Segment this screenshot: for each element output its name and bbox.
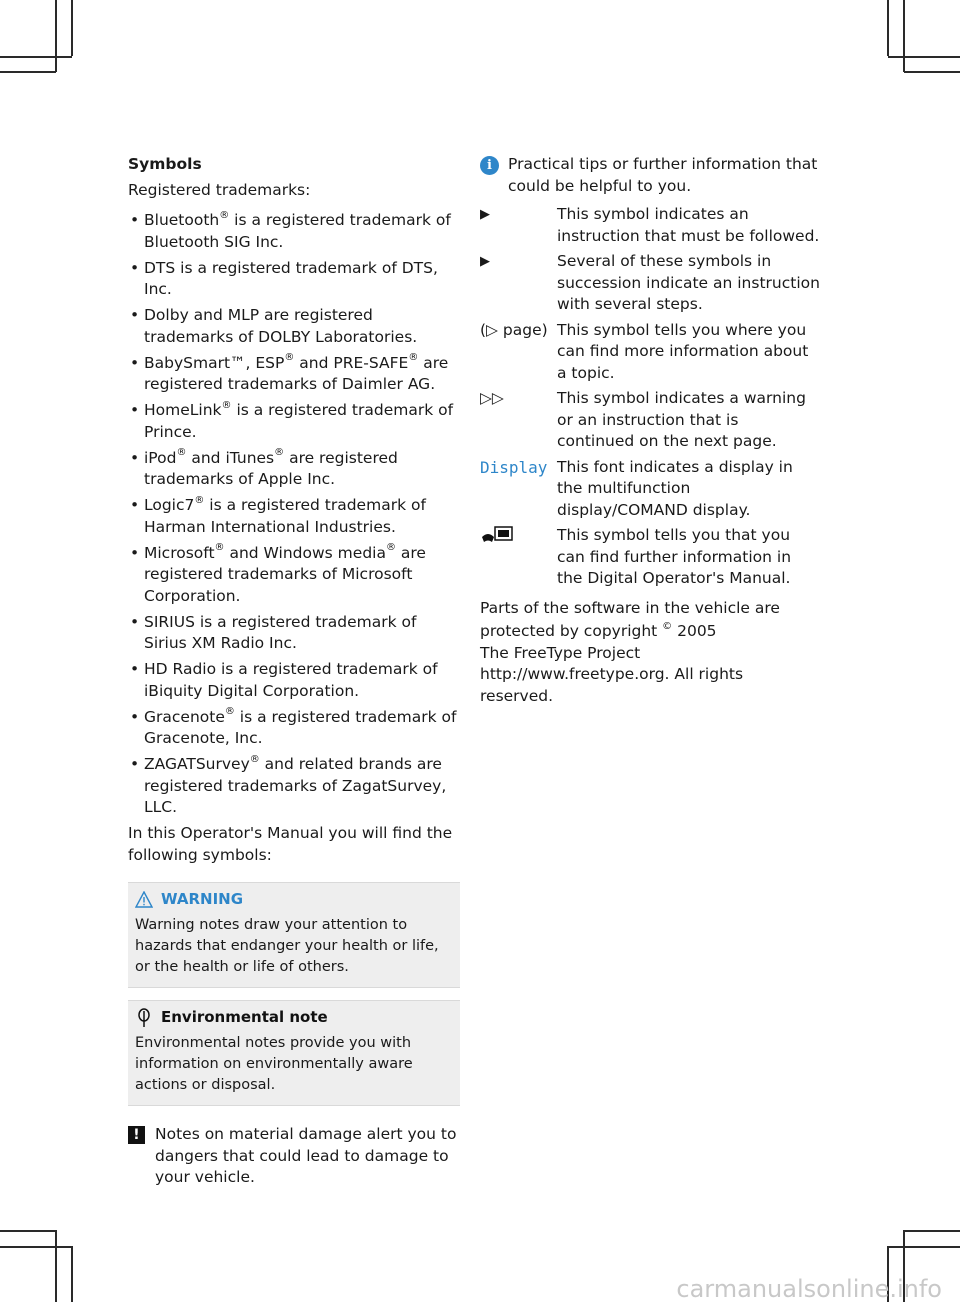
- trademark-text: is a registered trademark of Gracenote, Inc.: [144, 707, 457, 747]
- trademark-text: BabySmart™, ESP: [144, 353, 285, 372]
- copyright-symbol: ©: [662, 620, 673, 632]
- page-reference-icon: (▷ page): [480, 320, 548, 339]
- crop-mark: [887, 0, 889, 56]
- trademark-text: are registered trademarks of Apple Inc.: [144, 448, 398, 488]
- trademark-text: are registered trademarks of Microsoft Corporation.: [144, 543, 426, 605]
- crop-mark: [71, 1246, 73, 1302]
- trademark-text: is a registered trademark of Bluetooth SIG Inc.: [144, 211, 451, 251]
- left-column: [128, 154, 460, 1189]
- crop-mark: [55, 0, 57, 72]
- material-damage-text: [144, 1124, 460, 1189]
- digital-manual-icon: [480, 525, 557, 590]
- crop-mark: [0, 1246, 72, 1248]
- trademark-text: HomeLink: [144, 401, 222, 419]
- copyright-line: [480, 621, 820, 643]
- crop-mark: [904, 71, 960, 73]
- warning-triangle-icon: [135, 891, 153, 908]
- registered-mark: ®: [408, 352, 419, 364]
- display-font-sample: Display: [480, 457, 548, 477]
- registered-mark: ®: [194, 494, 205, 506]
- section-heading: Symbols: [128, 155, 202, 173]
- bullet-icon: •: [130, 448, 140, 467]
- trademark-text: HD Radio is a registered trademark of iBiquity Digital Corporation.: [144, 660, 438, 700]
- copyright-line: Parts of the software in the vehicle are: [480, 598, 780, 617]
- trademark-text: and iTunes: [186, 448, 275, 467]
- trademark-text: and Windows media: [224, 543, 386, 562]
- crop-mark: [0, 56, 72, 58]
- tip-text: Practical tips or further information that could be helpful to you.: [508, 155, 818, 195]
- crop-mark: [0, 71, 56, 73]
- crop-mark: [55, 1230, 57, 1302]
- symbol-description: This symbol indicates an instruction that must be followed.: [557, 205, 820, 245]
- trademark-text: Bluetooth: [144, 211, 220, 229]
- symbol-table: [480, 204, 820, 590]
- material-damage-note: [128, 1124, 460, 1189]
- intro-text: Registered trademarks:: [128, 180, 311, 199]
- bullet-icon: •: [130, 660, 140, 678]
- trademark-item: [128, 543, 460, 608]
- bullet-icon: •: [130, 306, 140, 324]
- trademark-item: [128, 495, 460, 538]
- trademark-text: Microsoft: [144, 543, 215, 562]
- trademark-item: [128, 400, 460, 443]
- warning-box: [128, 882, 460, 988]
- leaf-icon: [135, 1008, 153, 1028]
- symbol-row: [480, 388, 820, 453]
- trademark-item: [128, 612, 460, 655]
- trademark-item: [128, 210, 460, 253]
- bullet-icon: •: [130, 496, 140, 514]
- trademark-list: [128, 210, 460, 819]
- environmental-title: [135, 1007, 452, 1028]
- trademark-item: [128, 754, 460, 819]
- trademark-text: and related brands are registered trademarks of ZagatSurvey, LLC.: [144, 755, 447, 816]
- crop-mark: [904, 1230, 960, 1232]
- copyright-year: 2005: [672, 622, 717, 640]
- instruction-arrow-icon: ▶: [480, 207, 490, 222]
- watermark: carmanualsonline.info: [676, 1274, 942, 1303]
- symbol-row: [480, 457, 820, 522]
- trademark-text: iPod: [144, 448, 177, 467]
- trademark-text: and PRE-SAFE: [294, 353, 409, 372]
- bullet-icon: •: [130, 353, 140, 372]
- tip-note: [480, 154, 820, 197]
- environmental-text: Environmental notes provide you with information on environmentally aware actions or disposal.: [135, 1035, 413, 1093]
- trademark-item: [128, 659, 460, 702]
- warning-title-text: WARNING: [161, 890, 244, 908]
- trademark-item: [128, 258, 460, 301]
- symbol-row: [480, 525, 820, 590]
- trademark-text: Logic7: [144, 496, 195, 514]
- trademark-text: Gracenote: [144, 707, 225, 726]
- registered-mark: ®: [249, 753, 260, 765]
- registered-mark: ®: [214, 542, 225, 554]
- crop-mark: [888, 56, 960, 58]
- warning-title: [135, 889, 452, 910]
- registered-mark: ®: [284, 352, 295, 364]
- warning-text: Warning notes draw your attention to hazards that endanger your health or life, or the health or life of others.: [135, 917, 439, 975]
- trademark-text: is a registered trademark of Harman International Industries.: [144, 496, 426, 536]
- crop-mark: [903, 0, 905, 72]
- trademark-text: ZAGATSurvey: [144, 755, 250, 773]
- symbol-row: [480, 204, 820, 247]
- environmental-box: [128, 1000, 460, 1106]
- crop-mark: [71, 0, 73, 56]
- trademark-item: [128, 707, 460, 750]
- crop-mark: [888, 1246, 960, 1248]
- trademark-text: SIRIUS is a registered trademark of Sirius XM Radio Inc.: [144, 612, 417, 652]
- registered-mark: ®: [274, 447, 285, 459]
- registered-mark: ®: [219, 209, 230, 221]
- symbol-description: This symbol tells you that you can find further information in the Digital Operator's Manual.: [557, 526, 792, 587]
- exclamation-icon: !: [128, 1126, 145, 1144]
- bullet-icon: •: [130, 258, 140, 277]
- following-text: In this Operator's Manual you will find the following symbols:: [128, 824, 453, 864]
- trademark-item: [128, 305, 460, 348]
- copyright-notice: [480, 598, 820, 708]
- step-arrow-icon: ▶: [480, 254, 490, 269]
- trademark-text: DTS is a registered trademark of DTS, Inc.: [144, 258, 438, 298]
- environmental-title-text: Environmental note: [161, 1008, 328, 1026]
- symbol-description: This symbol tells you where you can find more information about a topic.: [557, 320, 809, 382]
- bullet-icon: •: [130, 755, 140, 773]
- material-damage-text-body: Notes on material damage alert you to dangers that could lead to damage to your vehicle.: [155, 1125, 457, 1186]
- copyright-line: reserved.: [480, 686, 554, 705]
- trademark-text: are registered trademarks of Daimler AG.: [144, 353, 449, 393]
- copyright-line: http://www.freetype.org. All rights: [480, 665, 744, 683]
- crop-mark: [0, 1230, 56, 1232]
- copyright-line: The FreeType Project: [480, 643, 641, 662]
- registered-mark: ®: [224, 706, 235, 718]
- registered-mark: ®: [385, 542, 396, 554]
- trademark-text: is a registered trademark of Prince.: [144, 401, 454, 441]
- bullet-icon: •: [130, 612, 140, 631]
- registered-mark: ®: [176, 447, 187, 459]
- symbol-row: [480, 251, 820, 316]
- continued-arrows-icon: ▷▷: [480, 389, 504, 407]
- symbol-description: This font indicates a display in the multifunction display/COMAND display.: [557, 457, 793, 519]
- bullet-icon: •: [130, 543, 140, 562]
- symbol-row: [480, 320, 820, 385]
- info-icon: i: [480, 156, 499, 175]
- registered-mark: ®: [221, 399, 232, 411]
- trademark-item: [128, 448, 460, 491]
- bullet-icon: •: [130, 707, 140, 726]
- copyright-text: protected by copyright: [480, 622, 663, 640]
- trademark-item: [128, 353, 460, 396]
- trademark-text: Dolby and MLP are registered trademarks of DOLBY Laboratories.: [144, 306, 418, 346]
- bullet-icon: •: [130, 401, 140, 419]
- symbol-description: Several of these symbols in succession indicate an instruction with several steps.: [557, 252, 820, 313]
- symbol-description: This symbol indicates a warning or an instruction that is continued on the next page.: [557, 389, 806, 450]
- bullet-icon: •: [130, 211, 140, 229]
- right-column: [480, 154, 820, 707]
